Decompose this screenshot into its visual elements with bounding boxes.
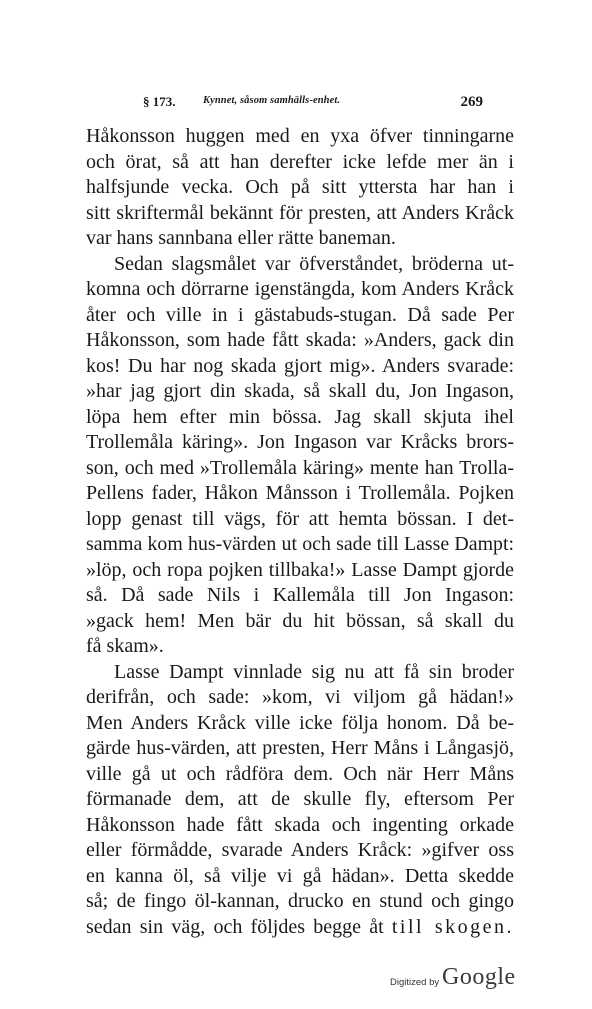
text-line: löpa hem efter min bössa. Jag skall skjuta ihel: [86, 405, 514, 428]
text-line: son, och med »Trollemåla käring» mente han Trolla-: [86, 456, 514, 479]
text-line: eller förmådde, svarade Anders Kråck: »gifver oss: [86, 839, 514, 861]
text-line: förmanade dem, att de skulle fly, eftersom Per: [86, 788, 514, 810]
final-line-normal: sedan sin väg, och följdes begge åt: [86, 915, 384, 938]
text-line: så; de fingo öl-kannan, drucko en stund och gingo: [86, 890, 514, 912]
running-title: Kynnet, såsom samhälls-enhet.: [203, 95, 341, 106]
text-line: halfsjunde vecka. Och på sitt yttersta har han i: [86, 176, 514, 198]
text-line: Trollemåla käring». Jon Ingason var Kråcks brors-: [86, 431, 514, 453]
text-line: åter och ville in i gästabuds-stugan. Då sade Per: [86, 303, 514, 326]
text-line: Men Anders Kråck ville icke följa honom. Då be-: [86, 711, 514, 734]
text-line: en kanna öl, så vilje vi gå hädan». Detta skedde: [86, 864, 514, 887]
text-line: få skam».: [86, 635, 164, 657]
text-line: Pellens fader, Håkon Månsson i Trollemåla. Pojken: [86, 482, 514, 504]
text-line: »har jag gjort din skada, så skall du, Jon Ingason,: [86, 380, 514, 402]
text-line: »gack hem! Men bär du hit bössan, så skall du: [86, 609, 514, 632]
text-line: och örat, så att han derefter icke lefde mer än i: [86, 150, 514, 173]
text-line: Håkonsson huggen med en yxa öfver tinningarne: [86, 125, 514, 147]
text-line: gärde hus-värden, att presten, Herr Måns i Långasjö,: [86, 737, 514, 759]
text-line: Lasse Dampt vinnlade sig nu att få sin broder: [114, 660, 514, 683]
text-line: Håkonsson hade fått skada och ingenting orkade: [86, 813, 514, 836]
final-line-spaced: till skogen.: [391, 915, 514, 938]
text-line-final: [86, 915, 514, 941]
text-line: Sedan slagsmålet var öfverståndet, bröderna ut-: [114, 252, 514, 275]
text-line: sitt skriftermål bekännt för presten, att Anders Kråck: [86, 201, 514, 224]
text-line: samma kom hus-värden ut och sade till Lasse Dampt:: [86, 533, 514, 555]
text-line: så. Då sade Nils i Kallemåla till Jon Ingason:: [86, 584, 514, 606]
page-number: 269: [460, 94, 483, 110]
text-line: Håkonsson, som hade fått skada: »Anders, gack din: [86, 329, 514, 351]
text-line: kos! Du har nog skada gjort mig». Anders svarade:: [86, 354, 514, 377]
text-line: ville gå ut och rådföra dem. Och när Herr Måns: [86, 762, 514, 785]
digitized-label: Digitized by: [390, 977, 440, 988]
text-line: »löp, och ropa pojken tillbaka!» Lasse Dampt gjorde: [86, 558, 514, 581]
google-logo: Google: [442, 964, 516, 990]
section-number: § 173.: [143, 94, 176, 109]
text-line: derifrån, och sade: »kom, vi viljom gå hädan!»: [86, 686, 514, 708]
body-text: [86, 124, 514, 940]
text-line: komna och dörrarne igenstängda, kom Anders Kråck: [86, 278, 514, 300]
text-line: lopp genast till vägs, för att hemta bössan. I det-: [86, 507, 514, 530]
text-line: var hans sannbana eller rätte baneman.: [86, 227, 396, 249]
running-header: [143, 94, 483, 116]
